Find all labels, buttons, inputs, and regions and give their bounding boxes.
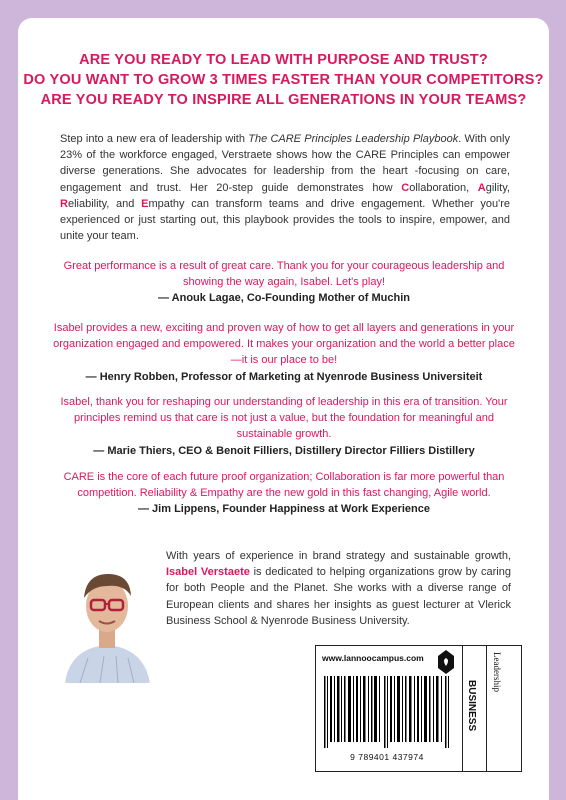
- reliability-rest: eliability, and: [67, 197, 142, 210]
- back-cover: [18, 18, 549, 800]
- author-photo: [60, 548, 155, 683]
- quote-author: — Henry Robben, Professor of Marketing at Nyenrode Business Universiteit: [85, 370, 483, 383]
- letter-e: E: [141, 197, 149, 210]
- quote-author: — Jim Lippens, Founder Happiness at Work Experience: [138, 503, 430, 516]
- empathy-rest: mpathy can transform teams and drive engagement. Whether you're experienced or just starting out, this playbook provides the tools to inspire, empower, and unite your team.: [60, 197, 510, 243]
- publisher-url: www.lannoocampus.com: [322, 653, 424, 663]
- letter-r: R: [60, 197, 68, 210]
- quote-text: Isabel, thank you for reshaping our understanding of leadership in this era of transition. Your principles remind us that care is not just a value, but the foundation for meaningful and sustainable growth.: [60, 396, 508, 441]
- divider: [462, 646, 463, 771]
- author-name: Isabel Verstaete: [166, 566, 250, 579]
- quote-3: [48, 394, 520, 459]
- quote-1: [48, 258, 520, 307]
- letter-c: C: [401, 181, 410, 194]
- intro-text-1: Step into a new era of leadership with: [60, 133, 249, 145]
- quote-4: [48, 469, 520, 518]
- bio-text-2: is dedicated to helping organizations grow by caring for both People and the Planet. She works with a diverse range of European clients and shares her insights as guest lecturer at Vlerick Business School & Nyenrode Business University.: [166, 566, 511, 627]
- intro-paragraph: [60, 131, 510, 244]
- book-title: The CARE Principles Leadership Playbook: [248, 133, 459, 145]
- agility-rest: gility,: [485, 181, 510, 194]
- divider: [486, 646, 487, 771]
- category-label: BUSINESS: [466, 680, 477, 732]
- quote-text: Isabel provides a new, exciting and proven way of how to get all layers and generations in your organization engaged and empowered. It makes your organization and the world a better place—it is our place to be!: [53, 322, 515, 367]
- collaboration-rest: ollaboration,: [409, 181, 478, 194]
- headline-block: [18, 50, 549, 110]
- headline-2: DO YOU WANT TO GROW 3 TIMES FASTER THAN YOUR COMPETITORS?: [23, 72, 544, 88]
- barcode-panel: [315, 645, 522, 772]
- quote-author: — Anouk Lagae, Co-Founding Mother of Muchin: [158, 292, 410, 305]
- barcode-icon: [322, 676, 452, 748]
- author-bio: [166, 548, 511, 629]
- headline-3: ARE YOU READY TO INSPIRE ALL GENERATIONS IN YOUR TEAMS?: [40, 92, 527, 108]
- headline-1: ARE YOU READY TO LEAD WITH PURPOSE AND TRUST?: [79, 52, 488, 68]
- isbn-number: 9 789401 437974: [350, 752, 424, 762]
- intro-text-2: . With only 23% of the workforce engaged, Verstraete shows how the CARE Principles can empower diverse generations. She advocates for leadership from the heart -focusing on care, engagement and trust. Her 20-step guide demonstrates how: [60, 133, 510, 194]
- bio-text-1: With years of experience in brand strategy and sustainable growth,: [166, 550, 511, 562]
- publisher-logo-icon: [438, 650, 454, 674]
- quote-author: — Marie Thiers, CEO & Benoit Filliers, Distillery Director Filliers Distillery: [93, 444, 475, 457]
- quote-text: CARE is the core of each future proof organization; Collaboration is far more powerful than competition. Reliability & Empathy are the new gold in this fast changing, Agile world.: [63, 471, 505, 500]
- letter-a: A: [477, 181, 486, 194]
- quote-2: [48, 320, 520, 385]
- subcategory-label: Leadership: [492, 652, 502, 692]
- quote-text: Great performance is a result of great care. Thank you for your courageous leadership and showing the way again, Isabel. Let's play!: [63, 260, 505, 289]
